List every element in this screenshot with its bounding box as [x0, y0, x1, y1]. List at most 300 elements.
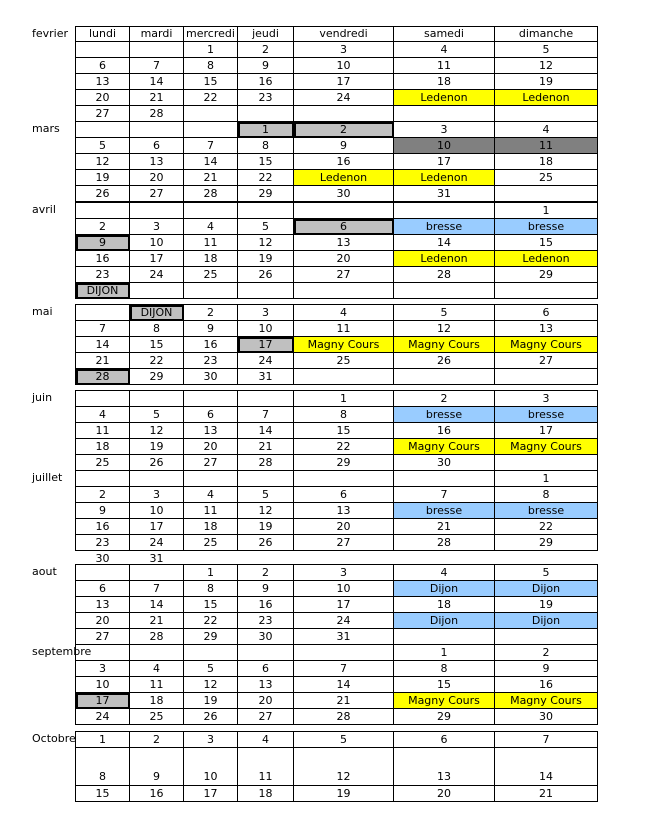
month-table — [75, 390, 598, 471]
day-cell: 13 — [76, 74, 130, 90]
day-cell: 7 — [130, 58, 184, 74]
day-cell: 15 — [238, 154, 294, 170]
event-cell: Magny Cours — [294, 337, 394, 353]
event-cell: bresse — [394, 503, 495, 519]
day-cell: 9 — [130, 748, 184, 786]
day-cell — [495, 106, 598, 122]
day-cell: 10 — [294, 581, 394, 597]
day-cell: 17 — [130, 519, 184, 535]
day-cell: 16 — [294, 154, 394, 170]
day-cell: 8 — [184, 581, 238, 597]
event-cell: bresse — [394, 219, 495, 235]
day-cell: 11 — [495, 138, 598, 154]
day-cell: 16 — [76, 251, 130, 267]
day-cell: 14 — [130, 597, 184, 613]
event-cell: Magny Cours — [394, 693, 495, 709]
week-row — [76, 693, 598, 709]
day-cell — [294, 369, 394, 385]
day-cell: 21 — [238, 439, 294, 455]
day-cell: 28 — [184, 186, 238, 202]
day-cell: 24 — [294, 613, 394, 629]
day-cell: 14 — [184, 154, 238, 170]
day-cell: 14 — [294, 677, 394, 693]
day-cell: 1 — [294, 391, 394, 407]
day-cell: 8 — [238, 138, 294, 154]
day-cell: 20 — [238, 693, 294, 709]
day-cell — [495, 455, 598, 471]
week-row — [76, 786, 598, 802]
day-cell: 7 — [495, 732, 598, 748]
week-row — [76, 407, 598, 423]
day-cell — [130, 391, 184, 407]
day-cell: 8 — [294, 407, 394, 423]
week-row — [76, 42, 598, 58]
week-row — [76, 337, 598, 353]
day-cell: 5 — [394, 305, 495, 321]
month-label: juillet — [32, 471, 63, 484]
day-cell: 2 — [394, 391, 495, 407]
event-cell: Ledenon — [394, 251, 495, 267]
event-cell: Magny Cours — [495, 439, 598, 455]
weekday-header-row — [76, 27, 598, 42]
day-cell: 23 — [76, 267, 130, 283]
day-cell: 11 — [394, 58, 495, 74]
event-cell: Magny Cours — [394, 337, 495, 353]
day-cell — [76, 391, 130, 407]
day-cell: 24 — [238, 353, 294, 369]
day-cell: 1 — [184, 565, 238, 581]
day-cell: 28 — [130, 106, 184, 122]
week-row — [76, 353, 598, 369]
day-cell: 21 — [495, 786, 598, 802]
day-cell: 4 — [130, 661, 184, 677]
day-cell — [130, 122, 184, 138]
day-cell: 26 — [76, 186, 130, 202]
day-cell: 9 — [294, 138, 394, 154]
day-cell: 15 — [495, 235, 598, 251]
week-row — [76, 613, 598, 629]
day-cell: 14 — [394, 235, 495, 251]
day-cell: 3 — [294, 42, 394, 58]
day-cell: 24 — [76, 709, 130, 725]
day-cell — [130, 645, 184, 661]
day-cell — [184, 391, 238, 407]
day-cell: 19 — [76, 170, 130, 186]
day-cell: 20 — [294, 519, 394, 535]
day-cell: 11 — [238, 748, 294, 786]
day-cell: 14 — [130, 74, 184, 90]
week-row — [76, 305, 598, 321]
day-cell: 19 — [184, 693, 238, 709]
day-cell: 4 — [76, 407, 130, 423]
day-cell — [76, 305, 130, 321]
day-cell: 1 — [76, 732, 130, 748]
day-cell: 13 — [76, 597, 130, 613]
day-cell: 5 — [495, 565, 598, 581]
day-cell: 9 — [184, 321, 238, 337]
day-cell — [76, 471, 130, 487]
day-cell: 12 — [495, 58, 598, 74]
day-cell: 10 — [238, 321, 294, 337]
day-cell: 23 — [238, 613, 294, 629]
day-cell: 10 — [76, 677, 130, 693]
event-cell: Ledenon — [394, 90, 495, 106]
weekday-header: lundi — [76, 27, 130, 42]
day-cell: 25 — [184, 535, 238, 551]
month-table — [75, 644, 598, 725]
day-cell — [130, 203, 184, 219]
week-row — [76, 283, 598, 299]
day-cell: 8 — [184, 58, 238, 74]
day-cell: 21 — [76, 353, 130, 369]
day-cell: 20 — [184, 439, 238, 455]
day-cell: 23 — [238, 90, 294, 106]
week-row — [76, 748, 598, 786]
day-cell — [184, 471, 238, 487]
day-cell: 2 — [238, 42, 294, 58]
day-cell: 13 — [495, 321, 598, 337]
day-cell: 6 — [184, 407, 238, 423]
day-cell: 14 — [76, 337, 130, 353]
event-cell: bresse — [495, 503, 598, 519]
weekday-header: samedi — [394, 27, 495, 42]
weekday-header: mardi — [130, 27, 184, 42]
day-cell: 7 — [130, 581, 184, 597]
day-cell: 1 — [238, 122, 294, 138]
week-row — [76, 369, 598, 385]
week-row — [76, 235, 598, 251]
day-cell: 5 — [495, 42, 598, 58]
day-cell: 4 — [294, 305, 394, 321]
day-cell: 21 — [130, 90, 184, 106]
day-cell: 28 — [130, 629, 184, 645]
day-cell: 1 — [394, 645, 495, 661]
day-cell: 13 — [294, 235, 394, 251]
day-cell — [294, 106, 394, 122]
day-cell — [495, 369, 598, 385]
week-row — [76, 423, 598, 439]
day-cell: 15 — [294, 423, 394, 439]
week-row — [76, 581, 598, 597]
day-cell: 28 — [238, 455, 294, 471]
day-cell: 16 — [238, 597, 294, 613]
day-cell: 29 — [294, 455, 394, 471]
day-cell: 22 — [238, 170, 294, 186]
event-cell: Dijon — [394, 581, 495, 597]
week-row — [76, 503, 598, 519]
week-row — [76, 267, 598, 283]
day-cell: 5 — [184, 661, 238, 677]
event-cell: Ledenon — [394, 170, 495, 186]
day-cell: 9 — [238, 581, 294, 597]
day-cell: 27 — [238, 709, 294, 725]
week-row — [76, 732, 598, 748]
day-cell: 7 — [76, 321, 130, 337]
day-cell: 16 — [130, 786, 184, 802]
day-cell — [294, 203, 394, 219]
day-cell: 30 — [238, 629, 294, 645]
month-label: fevrier — [32, 27, 69, 40]
day-cell: 14 — [238, 423, 294, 439]
day-cell: 6 — [294, 219, 394, 235]
day-cell: 24 — [130, 535, 184, 551]
day-cell: 7 — [238, 407, 294, 423]
week-row — [76, 661, 598, 677]
day-cell: 12 — [184, 677, 238, 693]
month-label: mai — [32, 305, 53, 318]
day-cell: 20 — [394, 786, 495, 802]
day-cell — [238, 391, 294, 407]
week-row — [76, 138, 598, 154]
day-cell: 25 — [130, 709, 184, 725]
day-cell: 3 — [76, 661, 130, 677]
day-cell: 3 — [130, 487, 184, 503]
day-cell: 26 — [238, 267, 294, 283]
day-cell: 13 — [394, 748, 495, 786]
day-cell: 30 — [495, 709, 598, 725]
day-cell: 17 — [394, 154, 495, 170]
day-cell: 9 — [495, 661, 598, 677]
day-cell: 6 — [238, 661, 294, 677]
day-cell: 7 — [394, 487, 495, 503]
week-row — [76, 439, 598, 455]
day-cell: 2 — [130, 732, 184, 748]
weekday-header: dimanche — [495, 27, 598, 42]
day-cell: 22 — [130, 353, 184, 369]
day-cell: 2 — [294, 122, 394, 138]
day-cell: 3 — [238, 305, 294, 321]
day-cell: 7 — [294, 661, 394, 677]
day-cell: 12 — [130, 423, 184, 439]
month-table — [75, 202, 598, 299]
day-cell — [184, 203, 238, 219]
day-cell — [76, 645, 130, 661]
week-row — [76, 170, 598, 186]
week-row — [76, 597, 598, 613]
day-cell: 31 — [149, 551, 164, 565]
day-cell: 27 — [130, 186, 184, 202]
day-cell — [130, 283, 184, 299]
day-cell: 15 — [184, 597, 238, 613]
day-cell: 22 — [184, 90, 238, 106]
day-cell: 26 — [238, 535, 294, 551]
day-cell: 5 — [130, 407, 184, 423]
day-cell: 18 — [76, 439, 130, 455]
day-cell: 3 — [294, 565, 394, 581]
day-cell — [76, 203, 130, 219]
day-cell: 6 — [495, 305, 598, 321]
day-cell: 18 — [394, 74, 495, 90]
day-cell: 31 — [238, 369, 294, 385]
day-cell: 18 — [184, 519, 238, 535]
day-cell: 25 — [76, 455, 130, 471]
day-cell: 6 — [394, 732, 495, 748]
day-cell: 9 — [76, 503, 130, 519]
day-cell: 8 — [76, 748, 130, 786]
day-cell: 18 — [394, 597, 495, 613]
day-cell: 17 — [495, 423, 598, 439]
day-cell — [394, 369, 495, 385]
day-cell: 5 — [76, 138, 130, 154]
day-cell: 9 — [76, 235, 130, 251]
day-cell: 29 — [184, 629, 238, 645]
day-cell: 27 — [495, 353, 598, 369]
day-cell — [394, 283, 495, 299]
day-cell: 20 — [76, 613, 130, 629]
week-row — [76, 487, 598, 503]
week-row — [76, 106, 598, 122]
day-cell: 17 — [294, 74, 394, 90]
day-cell: 12 — [76, 154, 130, 170]
day-cell: 22 — [294, 439, 394, 455]
day-cell: 6 — [294, 487, 394, 503]
week-row — [76, 519, 598, 535]
day-cell: 19 — [238, 251, 294, 267]
event-cell: Dijon — [394, 613, 495, 629]
day-cell: 11 — [184, 235, 238, 251]
day-cell: 29 — [495, 535, 598, 551]
day-cell: 12 — [238, 503, 294, 519]
day-cell: 26 — [394, 353, 495, 369]
day-cell — [294, 283, 394, 299]
day-cell: 29 — [238, 186, 294, 202]
month-label: avril — [32, 203, 56, 216]
day-cell: 16 — [238, 74, 294, 90]
week-row — [76, 90, 598, 106]
month-label: septembre — [32, 645, 92, 658]
day-cell: 8 — [394, 661, 495, 677]
day-cell: 26 — [184, 709, 238, 725]
day-cell: 28 — [394, 267, 495, 283]
week-row — [76, 645, 598, 661]
day-cell: 22 — [184, 613, 238, 629]
day-cell: 31 — [294, 629, 394, 645]
day-cell: 31 — [394, 186, 495, 202]
day-cell: 28 — [394, 535, 495, 551]
day-cell: 8 — [130, 321, 184, 337]
month-table — [75, 26, 598, 122]
day-cell: 4 — [238, 732, 294, 748]
event-cell: Dijon — [495, 613, 598, 629]
day-cell: 11 — [76, 423, 130, 439]
week-row — [76, 709, 598, 725]
day-cell: 10 — [130, 235, 184, 251]
day-cell: 2 — [76, 219, 130, 235]
day-cell: 1 — [495, 471, 598, 487]
day-cell: 22 — [495, 519, 598, 535]
day-cell: 11 — [184, 503, 238, 519]
day-cell — [495, 186, 598, 202]
week-row — [76, 203, 598, 219]
week-row — [76, 219, 598, 235]
day-cell — [394, 106, 495, 122]
day-cell: 21 — [130, 613, 184, 629]
day-cell: 21 — [394, 519, 495, 535]
day-cell: 3 — [130, 219, 184, 235]
weekday-header: vendredi — [294, 27, 394, 42]
day-cell: 14 — [495, 748, 598, 786]
day-cell — [238, 645, 294, 661]
event-cell: Magny Cours — [394, 439, 495, 455]
day-cell: 18 — [184, 251, 238, 267]
day-cell — [394, 471, 495, 487]
day-cell: 27 — [294, 535, 394, 551]
week-row — [76, 455, 598, 471]
day-cell: 20 — [130, 170, 184, 186]
day-cell: 3 — [495, 391, 598, 407]
day-cell: 25 — [184, 267, 238, 283]
week-row — [76, 154, 598, 170]
day-cell: 4 — [495, 122, 598, 138]
day-cell — [130, 565, 184, 581]
month-table — [75, 121, 598, 202]
event-cell: Ledenon — [495, 251, 598, 267]
weekday-header: mercredi — [184, 27, 238, 42]
day-cell: 27 — [184, 455, 238, 471]
day-cell — [130, 471, 184, 487]
day-cell: 16 — [76, 519, 130, 535]
day-cell: 6 — [76, 581, 130, 597]
week-row — [76, 391, 598, 407]
day-cell: 3 — [184, 732, 238, 748]
event-cell: Magny Cours — [495, 693, 598, 709]
day-cell: 12 — [238, 235, 294, 251]
day-cell: 10 — [184, 748, 238, 786]
event-cell: Magny Cours — [495, 337, 598, 353]
day-cell: 5 — [238, 487, 294, 503]
day-cell: 4 — [394, 565, 495, 581]
day-cell: 18 — [238, 786, 294, 802]
day-cell: 21 — [184, 170, 238, 186]
day-cell: 20 — [294, 251, 394, 267]
day-cell: 16 — [184, 337, 238, 353]
day-cell: 16 — [495, 677, 598, 693]
day-cell: 2 — [238, 565, 294, 581]
day-cell: 16 — [394, 423, 495, 439]
day-cell — [76, 565, 130, 581]
event-cell: bresse — [394, 407, 495, 423]
day-cell: 18 — [495, 154, 598, 170]
day-cell: 8 — [495, 487, 598, 503]
month-label: Octobre — [32, 732, 76, 745]
day-cell — [130, 42, 184, 58]
day-cell: 1 — [184, 42, 238, 58]
day-cell: 13 — [130, 154, 184, 170]
event-cell: bresse — [495, 219, 598, 235]
day-cell: 4 — [184, 487, 238, 503]
day-cell — [184, 106, 238, 122]
day-cell: 19 — [130, 439, 184, 455]
day-cell: 6 — [130, 138, 184, 154]
day-cell: 13 — [238, 677, 294, 693]
day-cell: 5 — [294, 732, 394, 748]
month-label: mars — [32, 122, 60, 135]
day-cell: 11 — [294, 321, 394, 337]
event-cell: bresse — [495, 407, 598, 423]
day-cell: 10 — [394, 138, 495, 154]
event-cell: Ledenon — [294, 170, 394, 186]
day-cell: 29 — [495, 267, 598, 283]
day-cell: 13 — [294, 503, 394, 519]
day-cell: 17 — [184, 786, 238, 802]
week-row — [76, 58, 598, 74]
day-cell: 12 — [294, 748, 394, 786]
day-cell — [184, 645, 238, 661]
day-cell: 20 — [76, 90, 130, 106]
day-cell — [76, 122, 130, 138]
week-row — [76, 565, 598, 581]
day-cell: 26 — [130, 455, 184, 471]
